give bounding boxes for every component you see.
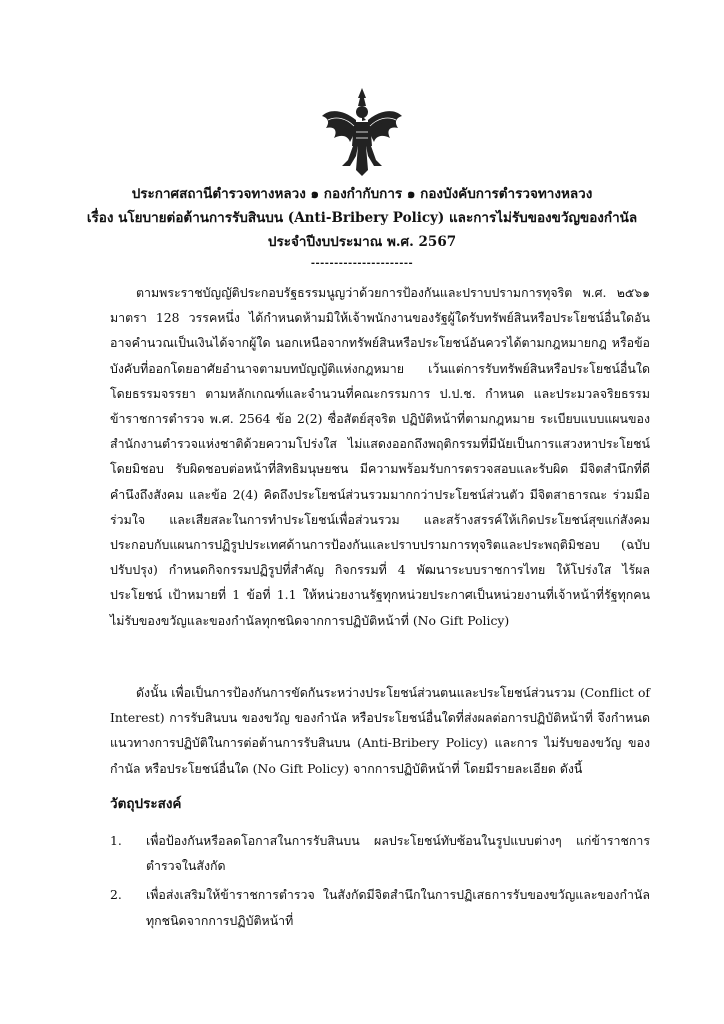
title-line-3: ประจำปีงบประมาณ พ.ศ. 2567 — [267, 234, 457, 250]
list-item-number: 1. — [110, 833, 122, 848]
paragraph-1: ตามพระราชบัญญัติประกอบรัฐธรรมนูญว่าด้วยการป้องกันและปราบปรามการทุจริต พ.ศ. ๒๕๖๑ มาตรา 128 วรรคหนึ่ง ได้กำหนดห้ามมิให้เจ้าพนักงานของรัฐผู้ใดรับทรัพย์สินหรือประโยชน์อื่นใดอันอาจคำนวณเป็นเงินได้จากผู้ใด นอกเหนือจากทรัพย์สินหรือประโยชน์อันควรได้ตามกฎหมายกฎ หรือข้อบังคับที่ออกโดยอาศัยอำนาจตามบทบัญญัติแห่งกฎหมาย เว้นแต่การรับทรัพย์สินหรือประโยชน์อื่นใดโดยธรรมจรรยา ตามหลักเกณฑ์และจำนวนที่คณะกรรมการ ป.ป.ช. กำหนด และประมวลจริยธรรมข้าราชการตำรวจ พ.ศ. 2564 ข้อ 2(2) ซื่อสัตย์สุจริต ปฏิบัติหน้าที่ตามกฎหมาย ระเบียบแบบแผนของสำนักงานตำรวจแห่งชาติด้วยความโปร่งใส ไม่แสดงออกถึงพฤติกรรมที่มีนัยเป็นการแสวงหาประโยชน์โดยมิชอบ รับผิดชอบต่อหน้าที่สิทธิมนุษยชน มีความพร้อมรับการตรวจสอบและรับผิด มีจิตสำนึกที่ดีคำนึงถึงสังคม และข้อ 2(4) คิดถึงประโยชน์ส่วนรวมมากกว่าประโยชน์ส่วนตัว มีจิตสาธารณะ ร่วมมือ ร่วมใจ และเสียสละในการทำประโยชน์เพื่อส่วนรวม และสร้างสรรค์ให้เกิดประโยชน์สุขแก่สังคม ประกอบกับแผนการปฏิรูปประเทศด้านการป้องกันและปราบปรามการทุจริตและประพฤติมิชอบ (ฉบับปรับปรุง) กำหนดกิจกรรมปฏิรูปที่สำคัญ กิจกรรมที่ 4 พัฒนาระบบราชการไทย ให้โปร่งใส ไร้ผลประโยชน์ เป้าหมายที่ 1 ข้อที่ 1.1 ให้หน่วยงานรัฐทุกหน่วยประกาศเป็นหน่วยงานที่เจ้าหน้าที่รัฐทุกคนไม่รับของขวัญและของกำนัลทุกชนิดจากการปฏิบัติหน้าที่ (No Gift Policy) — [110, 285, 650, 628]
list-item-text: เพื่อป้องกันหรือลดโอกาสในการรับสินบน ผลประโยชน์ทับซ้อนในรูปแบบต่างๆ แก่ข้าราชการตำรวจในสังกัด — [146, 833, 650, 874]
objectives-list — [110, 828, 650, 937]
title-line-1: ประกาศสถานีตำรวจทางหลวง ๑ กองกำกับการ ๑ กองบังคับการตำรวจทางหลวง — [131, 186, 593, 202]
paragraph-2: ดังนั้น เพื่อเป็นการป้องกันการขัดกันระหว่างประโยชน์ส่วนตนและประโยชน์ส่วนรวม (Conflict of Interest) การรับสินบน ของขวัญ ของกำนัล หรือประโยชน์อื่นใดที่ส่งผลต่อการปฏิบัติหน้าที่ จึงกำหนดแนวทางการปฏิบัติในการต่อต้านการรับสินบน (Anti-Bribery Policy) และการ ไม่รับของขวัญ ของกำนัล หรือประโยชน์อื่นใด (No Gift Policy) จากการปฏิบัติหน้าที่ โดยมีรายละเอียด ดังนี้ — [110, 685, 650, 776]
divider-line: ---------------------- — [310, 258, 414, 269]
list-item — [110, 828, 650, 878]
list-item — [110, 882, 650, 932]
list-item-text: เพื่อส่งเสริมให้ข้าราชการตำรวจ ในสังกัดมีจิตสำนึกในการปฏิเสธการรับของขวัญและของกำนัลทุกชนิดจากการปฏิบัติหน้าที่ — [146, 887, 650, 928]
list-item-number: 2. — [110, 887, 122, 903]
objectives-heading: วัตถุประสงค์ — [110, 796, 182, 812]
garuda-emblem-icon — [320, 86, 404, 176]
title-line-2: เรื่อง นโยบายต่อต้านการรับสินบน (Anti-Bribery Policy) และการไม่รับของขวัญของกำนัล — [86, 210, 638, 226]
